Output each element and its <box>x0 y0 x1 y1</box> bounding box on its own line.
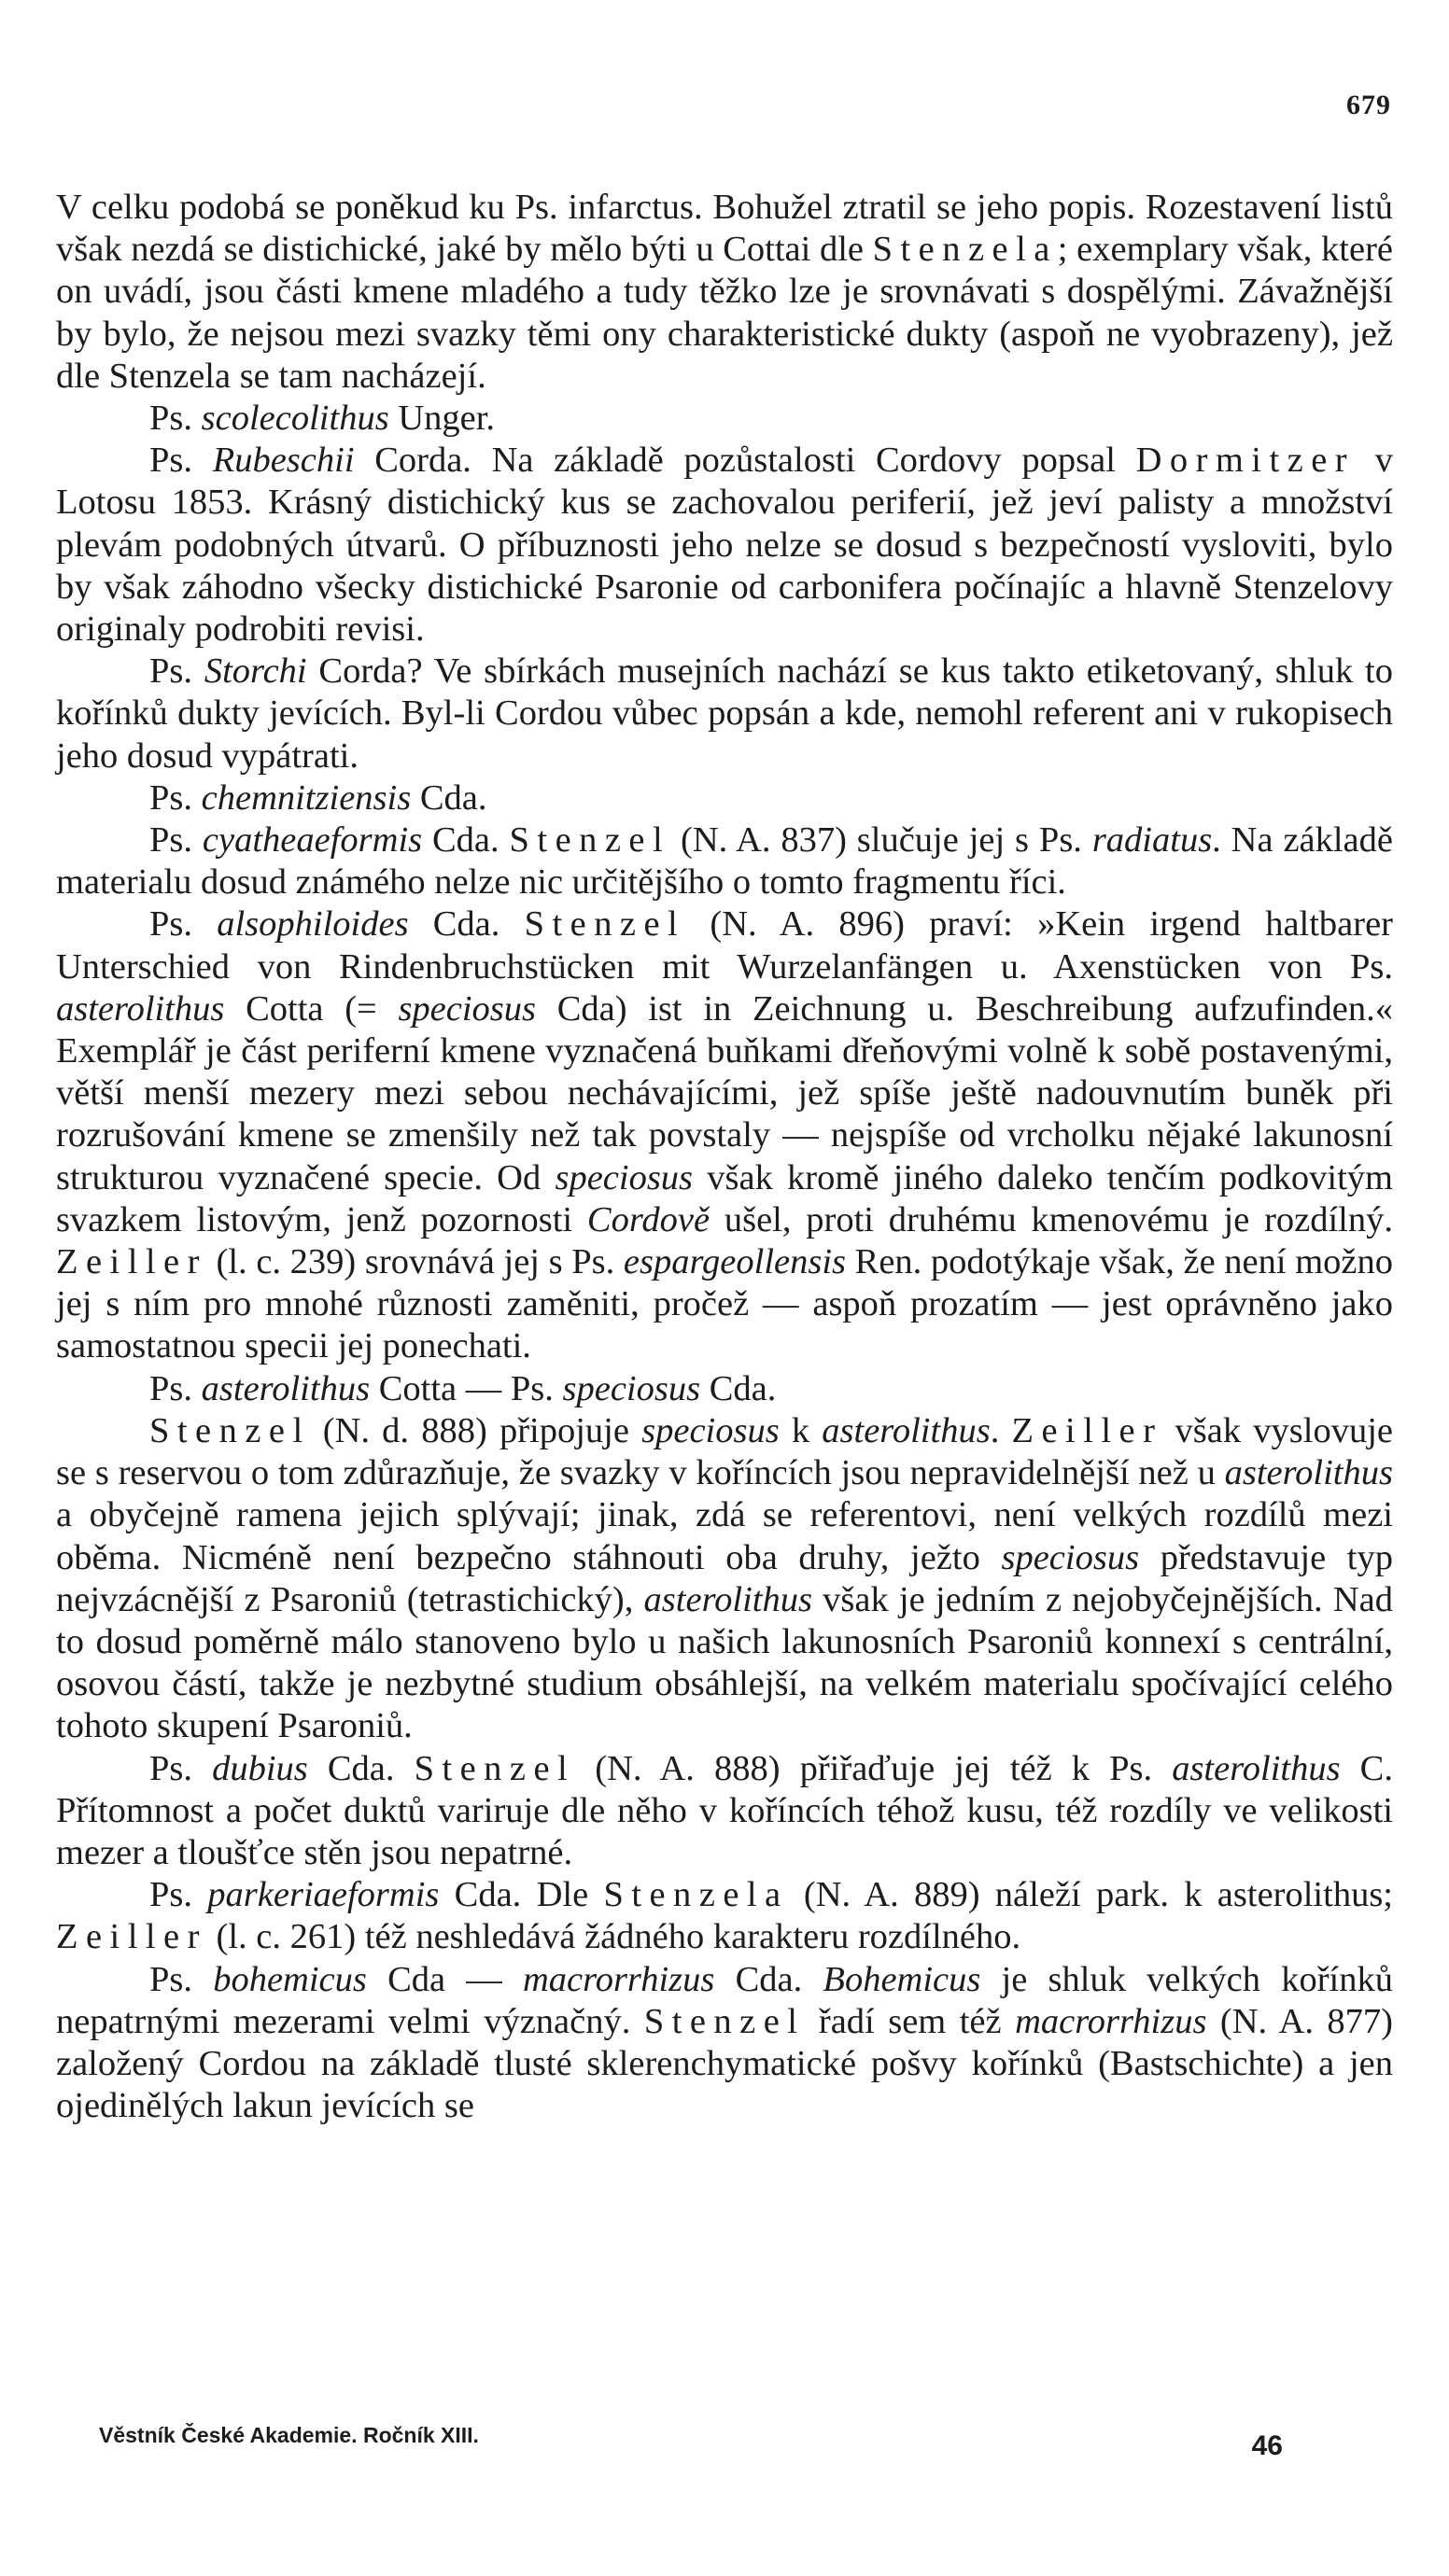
main-text <box>56 187 1393 2127</box>
species-name: Storchi <box>204 651 307 692</box>
species-name: asterolithus <box>822 1410 991 1450</box>
paragraph-dubius: Ps. dubius Cda. Stenzel (N. A. 888) přiřaďuje jej též k Ps. asterolithus C. Přítomnost a počet duktů variruje dle něho v koříncích téhož kusu, též rozdíly ve velikosti mezer a tloušťce stěn jsou nepatrné. <box>56 1748 1393 1872</box>
species-name: radiatus <box>1091 820 1213 861</box>
species-name: speciosus <box>398 988 537 1029</box>
species-name: cyatheaeformis <box>202 820 423 861</box>
paragraph-scolecolithus: Ps. scolecolithus Unger. <box>149 399 496 439</box>
paragraph-1: V celku podobá se poněkud ku Ps. infarctus. Bohužel ztratil se jeho popis. Rozestavení listů však nezdá se distichické, jaké by mělo býti u Cottai dle Stenzela; exemplary však, které on uvádí, jsou části kmene mladého a tudy těžko lze je srovnávati s dospělými. Závažnější by bylo, že nejsou mezi svazky těmi ony charakteristické dukty (aspoň ne vyobrazeny), jež dle Stenzela se tam nacházejí. <box>56 188 1393 396</box>
author-name: Stenzela <box>603 1875 789 1915</box>
author-name: Stenzel <box>643 2001 806 2041</box>
author-name-italic: Cordově <box>586 1199 710 1239</box>
paragraph-alsophiloides: Ps. alsophiloides Cda. Stenzel (N. A. 896) praví: »Kein irgend haltbarer Unterschied von Rindenbruchstücken mit Wurzelanfängen u. Axenstücken von Ps. asterolithus Cotta (= speciosus Cda) ist in Zeichnung u. Beschreibung aufzufinden.« Exemplář je část periferní kmene vyznačená buňkami dřeňovými volně k sobě postavenými, větší menší mezery mezi sebou nechávajícími, jež spíše ještě nadouvnutím buněk při rozrušování kmene se zmenšily než tak povstaly — nejspíše od vrcholku nějaké lakunosní strukturou vyznačené specie. Od speciosus však kromě jiného daleko tenčím podkovitým svazkem listovým, jenž pozornosti Cordově ušel, proti druhému kmenovému je rozdílný. Zeiller (l. c. 239) srovnává jej s Ps. espargeollensis Ren. podotýkaje však, že není možno jej s ním pro mnohé různosti zaměniti, pročež — aspoň prozatím — jest oprávněno jako samostatnou specii jej ponechati. <box>56 904 1394 1366</box>
author-name: Zeiller <box>56 1242 207 1282</box>
author-name: Stenzel <box>414 1748 576 1788</box>
species-name: asterolithus <box>56 988 225 1029</box>
species-name: speciosus <box>641 1410 780 1450</box>
author-name: Stenzel <box>149 1410 311 1450</box>
species-name: bohemicus <box>213 1959 367 1999</box>
species-name: speciosus <box>562 1368 701 1408</box>
species-name: Bohemicus <box>823 1959 981 1999</box>
journal-footer: Věstník České Akademie. Ročník XIII. <box>99 2423 479 2447</box>
species-name: dubius <box>212 1748 308 1788</box>
paragraph-rubeschii: Ps. Rubeschii Corda. Na základě pozůstalosti Cordovy popsal Dormitzer v Lotosu 1853. Krásný distichický kus se zachovalou periferií, jež jeví palisty a množství plevám podobných útvarů. O příbuznosti jeho nelze se dosud s bezpečností vysloviti, bylo by však záhodno všecky distichické Psaronie od carbonifera počínajíc a hlavně Stenzelovy originaly podrobiti revisi. <box>56 441 1393 650</box>
species-name: asterolithus <box>201 1368 371 1408</box>
paragraph-chemnitziensis: Ps. chemnitziensis Cda. <box>149 777 487 818</box>
author-name: Zeiller <box>1011 1410 1163 1450</box>
species-name: speciosus <box>1001 1537 1140 1577</box>
species-name: asterolithus <box>1224 1453 1393 1493</box>
page-number: 679 <box>1346 90 1391 120</box>
species-name: espargeollensis <box>623 1242 847 1282</box>
species-name: Rubeschii <box>212 441 355 481</box>
species-name: asterolithus <box>643 1579 812 1619</box>
species-name: macrorrhizus <box>523 1959 715 1999</box>
paragraph-parkeriaeformis: Ps. parkeriaeformis Cda. Dle Stenzela (N. A. 889) náleží park. k asterolithus; Zeiller (l. c. 261) též neshledává žádného karakteru rozdílného. <box>56 1875 1393 1957</box>
paragraph-asterolithus: Ps. asterolithus Cotta — Ps. speciosus Cda. <box>149 1368 777 1408</box>
paragraph-stenzel-speciosus: Stenzel (N. d. 888) připojuje speciosus k asterolithus. Zeiller však vyslovuje se s reservou o tom zdůrazňuje, že svazky v koříncích jsou nepravidelnější než u asterolithus a obyčejně ramena jejich splývají; jinak, zdá se referentovi, není velkých rozdílů mezi oběma. Nicméně není bezpečno stáhnouti oba druhy, ježto speciosus představuje typ nejvzácnější z Psaroniů (tetrastichický), asterolithus však je jedním z nejobyčejnějších. Nad to dosud poměrně málo stanoveno bylo u našich lakunosních Psaroniů konnexí s centrální, osovou částí, takže je nezbytné studium obsáhlejší, na velkém materialu spočívající celého tohoto skupení Psaroniů. <box>56 1410 1394 1746</box>
paragraph-cyatheaeformis: Ps. cyatheaeformis Cda. Stenzel (N. A. 837) slučuje jej s Ps. radiatus. Na základě materialu dosud známého nelze nic určitějšího o tomto fragmentu říci. <box>56 820 1393 903</box>
author-name: Dormitzer <box>1135 441 1356 481</box>
species-name: macrorrhizus <box>1015 2001 1207 2041</box>
author-name: Stenzel <box>509 820 671 861</box>
author-name: Stenzel <box>524 904 686 945</box>
species-name: parkeriaeformis <box>207 1875 440 1915</box>
species-name: chemnitziensis <box>201 777 412 818</box>
author-name: Zeiller <box>56 1917 207 1957</box>
signature-mark: 46 <box>1251 2430 1283 2461</box>
species-name: speciosus <box>555 1157 694 1197</box>
species-name: asterolithus <box>1172 1748 1341 1788</box>
author-name: Stenzela <box>872 230 1058 270</box>
species-name: scolecolithus <box>201 399 389 439</box>
paragraph-bohemicus: Ps. bohemicus Cda — macrorrhizus Cda. Bohemicus je shluk velkých kořínků nepatrnými mezerami velmi význačný. Stenzel řadí sem též macrorrhizus (N. A. 877) založený Cordou na základě tlusté sklerenchymatické pošvy kořínků (Bastschichte) a jen ojedinělých lakun jevících se <box>56 1959 1393 2126</box>
species-name: alsophiloides <box>217 904 409 945</box>
paragraph-storchi: Ps. Storchi Corda? Ve sbírkách musejních nachází se kus takto etiketovaný, shluk to kořínků dukty jevících. Byl-li Cordou vůbec popsán a kde, nemohl referent ani v rukopisech jeho dosud vypátrati. <box>56 651 1393 776</box>
